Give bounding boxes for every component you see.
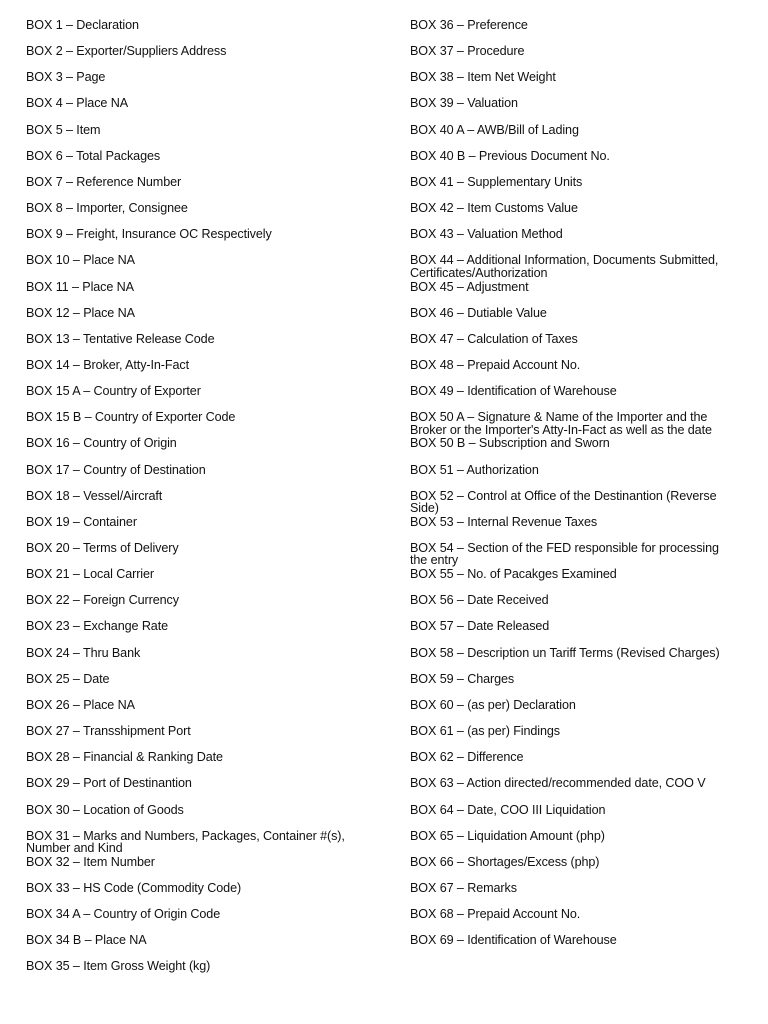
box-entry xyxy=(410,542,719,567)
box-entry xyxy=(410,673,514,685)
box-entry xyxy=(410,620,549,632)
box-entry-line: BOX 66 – Shortages/Excess (php) xyxy=(410,854,600,869)
box-entry-line: BOX 29 – Port of Destinantion xyxy=(26,776,192,791)
box-entry xyxy=(410,281,529,293)
box-entry-line: BOX 42 – Item Customs Value xyxy=(410,201,578,216)
box-entry xyxy=(410,385,617,397)
box-entry-line: BOX 54 – Section of the FED responsible for processing xyxy=(410,541,719,555)
box-entry-line: BOX 56 – Date Received xyxy=(410,593,549,608)
box-entry xyxy=(410,830,605,842)
box-entry-line: BOX 35 – Item Gross Weight (kg) xyxy=(26,959,211,974)
box-entry xyxy=(26,45,226,57)
box-entry-line: BOX 32 – Item Number xyxy=(26,854,155,869)
box-entry-line: BOX 39 – Valuation xyxy=(410,96,518,111)
box-entry xyxy=(26,568,154,580)
box-entry-line: BOX 50 A – Signature & Name of the Importer and the xyxy=(410,410,708,425)
box-entry xyxy=(26,124,100,136)
box-entry xyxy=(26,19,139,31)
box-entry xyxy=(26,725,191,737)
box-entry-line: BOX 8 – Importer, Consignee xyxy=(26,201,188,216)
box-entry-line: Certificates/Authorization xyxy=(410,265,548,280)
box-entry-line: BOX 4 – Place NA xyxy=(26,96,128,111)
box-entry xyxy=(26,71,105,83)
box-entry-line: BOX 52 – Control at Office of the Destinantion (Reverse xyxy=(410,488,717,503)
box-entry xyxy=(410,699,576,711)
box-entry-line: BOX 31 – Marks and Numbers, Packages, Container #(s), xyxy=(26,828,345,843)
box-entry xyxy=(410,882,517,894)
box-entry-line: BOX 23 – Exchange Rate xyxy=(26,619,169,634)
box-entry xyxy=(26,804,184,816)
box-entry-line: BOX 20 – Terms of Delivery xyxy=(26,541,179,555)
box-entry-line: BOX 60 – (as per) Declaration xyxy=(410,697,576,712)
box-entry xyxy=(26,882,241,894)
box-entry xyxy=(410,359,580,371)
box-entry-line: BOX 26 – Place NA xyxy=(26,697,135,712)
box-entry-line: BOX 33 – HS Code (Commodity Code) xyxy=(26,880,242,895)
box-entry xyxy=(26,594,179,606)
box-entry-line: BOX 3 – Page xyxy=(26,70,106,85)
box-entry xyxy=(26,673,109,685)
box-entry-line: BOX 40 A – AWB/Bill of Lading xyxy=(410,122,579,137)
box-entry xyxy=(410,124,579,136)
box-entry xyxy=(410,176,582,188)
box-entry-line: BOX 59 – Charges xyxy=(410,671,515,686)
box-entry-line: BOX 68 – Prepaid Account No. xyxy=(410,907,581,922)
box-entry-line: BOX 36 – Preference xyxy=(410,18,528,32)
box-entry xyxy=(410,202,578,214)
box-entry-line: Side) xyxy=(410,501,439,516)
box-entry-line: BOX 15 A – Country of Exporter xyxy=(26,384,201,399)
box-entry-line: BOX 34 A – Country of Origin Code xyxy=(26,907,221,922)
box-entry-line: BOX 27 – Transshipment Port xyxy=(26,724,191,739)
box-entry xyxy=(26,464,206,476)
box-entry-line: BOX 34 B – Place NA xyxy=(26,933,147,948)
box-entry-line: BOX 5 – Item xyxy=(26,122,101,137)
box-entry xyxy=(410,464,539,476)
box-entry-line: BOX 58 – Description un Tariff Terms (Revised Charges) xyxy=(410,645,720,660)
box-entry xyxy=(26,960,210,972)
box-entry-line: BOX 22 – Foreign Currency xyxy=(26,593,179,608)
box-entry-line: BOX 62 – Difference xyxy=(410,750,524,765)
box-entry xyxy=(26,202,188,214)
box-entry xyxy=(26,176,181,188)
box-entry xyxy=(26,281,134,293)
box-entry-line: BOX 40 B – Previous Document No. xyxy=(410,148,610,163)
box-entry-line: BOX 6 – Total Packages xyxy=(26,148,161,163)
box-entry xyxy=(26,516,137,528)
box-entry xyxy=(410,856,599,868)
box-entry-line: BOX 28 – Financial & Ranking Date xyxy=(26,750,223,765)
box-entry xyxy=(26,228,272,240)
box-entry-line: BOX 49 – Identification of Warehouse xyxy=(410,384,617,399)
box-entry-line: BOX 18 – Vessel/Aircraft xyxy=(26,488,163,503)
box-entry xyxy=(410,751,523,763)
box-entry xyxy=(410,594,549,606)
box-entry-line: BOX 64 – Date, COO III Liquidation xyxy=(410,802,606,817)
box-entry-line: Number and Kind xyxy=(26,841,123,856)
box-entry xyxy=(410,71,556,83)
box-entry-line: BOX 51 – Authorization xyxy=(410,462,539,477)
box-entry xyxy=(410,150,610,162)
box-entry-line: BOX 47 – Calculation of Taxes xyxy=(410,331,578,346)
box-entry xyxy=(26,647,140,659)
box-entry-line: BOX 37 – Procedure xyxy=(410,44,525,59)
box-entry-line: BOX 21 – Local Carrier xyxy=(26,567,154,582)
box-entry xyxy=(26,333,215,345)
box-entry xyxy=(26,856,155,868)
box-entry-line: BOX 48 – Prepaid Account No. xyxy=(410,357,581,372)
box-entry-line: BOX 53 – Internal Revenue Taxes xyxy=(410,514,598,529)
box-entry-line: BOX 50 B – Subscription and Sworn xyxy=(410,436,610,451)
box-entry-line: BOX 24 – Thru Bank xyxy=(26,645,141,660)
box-entry-line: BOX 55 – No. of Pacakges Examined xyxy=(410,567,617,582)
box-entry-line: BOX 10 – Place NA xyxy=(26,253,135,268)
box-entry-line: BOX 9 – Freight, Insurance OC Respectively xyxy=(26,227,272,242)
box-entry-line: BOX 13 – Tentative Release Code xyxy=(26,331,215,346)
box-entry xyxy=(410,725,560,737)
box-entry xyxy=(26,359,189,371)
box-entry-line: BOX 25 – Date xyxy=(26,671,110,686)
box-entry-line: BOX 1 – Declaration xyxy=(26,18,139,32)
box-entry xyxy=(410,777,706,789)
box-entry xyxy=(410,437,610,449)
box-entry-line: BOX 2 – Exporter/Suppliers Address xyxy=(26,44,227,59)
box-entry-line: BOX 43 – Valuation Method xyxy=(410,227,563,242)
box-entry-line: BOX 16 – Country of Origin xyxy=(26,436,177,451)
box-entry xyxy=(26,254,135,266)
box-entry xyxy=(26,908,220,920)
box-entry-line: BOX 19 – Container xyxy=(26,514,137,529)
box-entry-line: BOX 12 – Place NA xyxy=(26,305,135,320)
box-entry xyxy=(410,568,617,580)
box-entry xyxy=(410,934,617,946)
box-entry xyxy=(410,490,716,515)
box-entry-line: BOX 65 – Liquidation Amount (php) xyxy=(410,828,605,843)
box-entry xyxy=(410,228,563,240)
box-entry-line: BOX 30 – Location of Goods xyxy=(26,802,184,817)
box-entry xyxy=(26,150,160,162)
box-entry-line: BOX 17 – Country of Destination xyxy=(26,462,206,477)
box-entry xyxy=(26,777,192,789)
box-entry xyxy=(410,516,597,528)
box-entry xyxy=(410,647,720,659)
box-entry xyxy=(26,411,235,423)
box-entry xyxy=(410,333,578,345)
box-entry-line: the entry xyxy=(410,553,459,568)
box-entry-line: BOX 61 – (as per) Findings xyxy=(410,724,560,739)
box-entry xyxy=(26,97,128,109)
box-entry-line: BOX 69 – Identification of Warehouse xyxy=(410,933,617,948)
box-entry-line: BOX 63 – Action directed/recommended date, COO V xyxy=(410,776,706,791)
box-entry xyxy=(410,804,605,816)
box-entry-line: BOX 41 – Supplementary Units xyxy=(410,174,583,189)
box-entry xyxy=(410,908,580,920)
box-entry-line: BOX 45 – Adjustment xyxy=(410,279,529,294)
box-entry-line: BOX 46 – Dutiable Value xyxy=(410,305,547,320)
box-entry xyxy=(26,620,168,632)
box-entry-line: BOX 57 – Date Released xyxy=(410,619,550,634)
box-entry xyxy=(410,307,547,319)
box-entry-line: BOX 7 – Reference Number xyxy=(26,174,182,189)
box-entry xyxy=(26,934,147,946)
box-entry xyxy=(26,490,162,502)
box-entry xyxy=(410,411,712,436)
box-entry-line: BOX 15 B – Country of Exporter Code xyxy=(26,410,236,425)
box-entry xyxy=(26,830,345,855)
box-entry xyxy=(26,307,135,319)
box-entry xyxy=(26,437,177,449)
box-entry xyxy=(26,699,135,711)
box-entry xyxy=(410,97,518,109)
box-entry xyxy=(410,254,718,279)
box-entry-line: BOX 67 – Remarks xyxy=(410,880,517,895)
box-entry xyxy=(410,19,528,31)
box-entry-line: BOX 44 – Additional Information, Documents Submitted, xyxy=(410,253,719,268)
box-entry xyxy=(410,45,524,57)
box-entry xyxy=(26,542,179,554)
box-entry-line: BOX 14 – Broker, Atty-In-Fact xyxy=(26,357,189,372)
box-entry-line: BOX 11 – Place NA xyxy=(26,279,134,294)
box-entry-line: Broker or the Importer's Atty-In-Fact as well as the date xyxy=(410,422,712,437)
box-entry-line: BOX 38 – Item Net Weight xyxy=(410,70,556,85)
box-entry xyxy=(26,385,201,397)
box-entry xyxy=(26,751,223,763)
